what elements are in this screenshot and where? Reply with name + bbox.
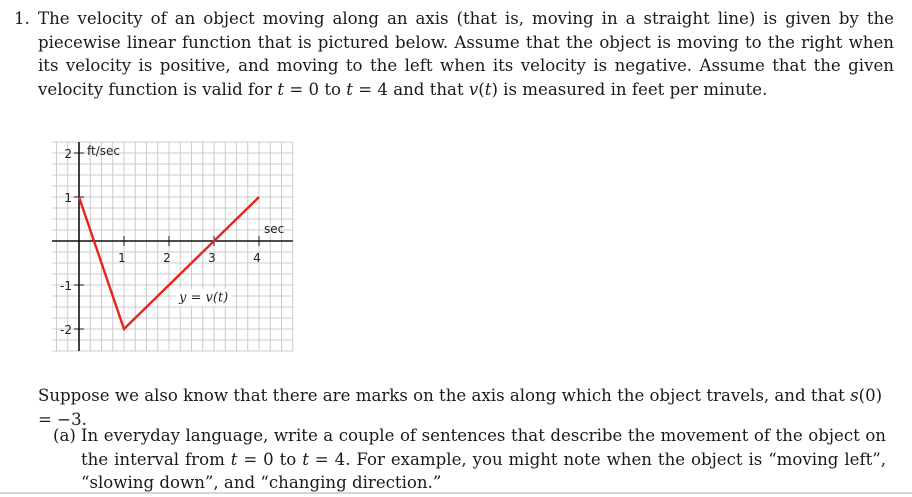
problem-intro: The velocity of an object moving along an axis (that is, moving in a straight line) is given by the piecewise linear function that is pictured below. Assume that the object is moving to the right when its velocity is positive, and moving to the left when its velocity is negative. Assume that the given velocity function is valid for t = 0 to t = 4 and that v(t) is measured in feet per minute. [38, 9, 894, 99]
part-a [53, 424, 886, 495]
velocity-graph [52, 130, 302, 370]
initial-condition-text: Suppose we also know that there are marks on the axis along which the object travels, and that s(0) = −3. [38, 386, 883, 429]
x-axis-unit-label: sec [264, 222, 285, 236]
graph-grid [52, 142, 293, 351]
y-tick-label: -1 [60, 279, 72, 293]
graph-axes [52, 142, 293, 351]
y-tick-label: -2 [60, 323, 72, 337]
x-tick-label: 1 [118, 251, 126, 265]
x-tick-label: 4 [253, 251, 261, 265]
y-tick-label: 2 [64, 147, 72, 161]
problem-number: 1. [14, 9, 30, 28]
x-tick-label: 2 [163, 251, 171, 265]
x-tick-label: 3 [208, 251, 216, 265]
function-label: y = v(t) [179, 290, 229, 306]
y-axis-unit-label: ft/sec [87, 144, 120, 158]
y-tick-label: 1 [64, 191, 72, 205]
part-a-text: In everyday language, write a couple of sentences that describe the movement of the object on the interval from t = 0 to t = 4. For example, you might note when the object is “moving left”, “slowing down”, and “changing direction.” [81, 426, 887, 492]
part-a-label: (a) [53, 426, 76, 445]
page-divider [0, 492, 912, 494]
problem-statement [14, 7, 894, 101]
